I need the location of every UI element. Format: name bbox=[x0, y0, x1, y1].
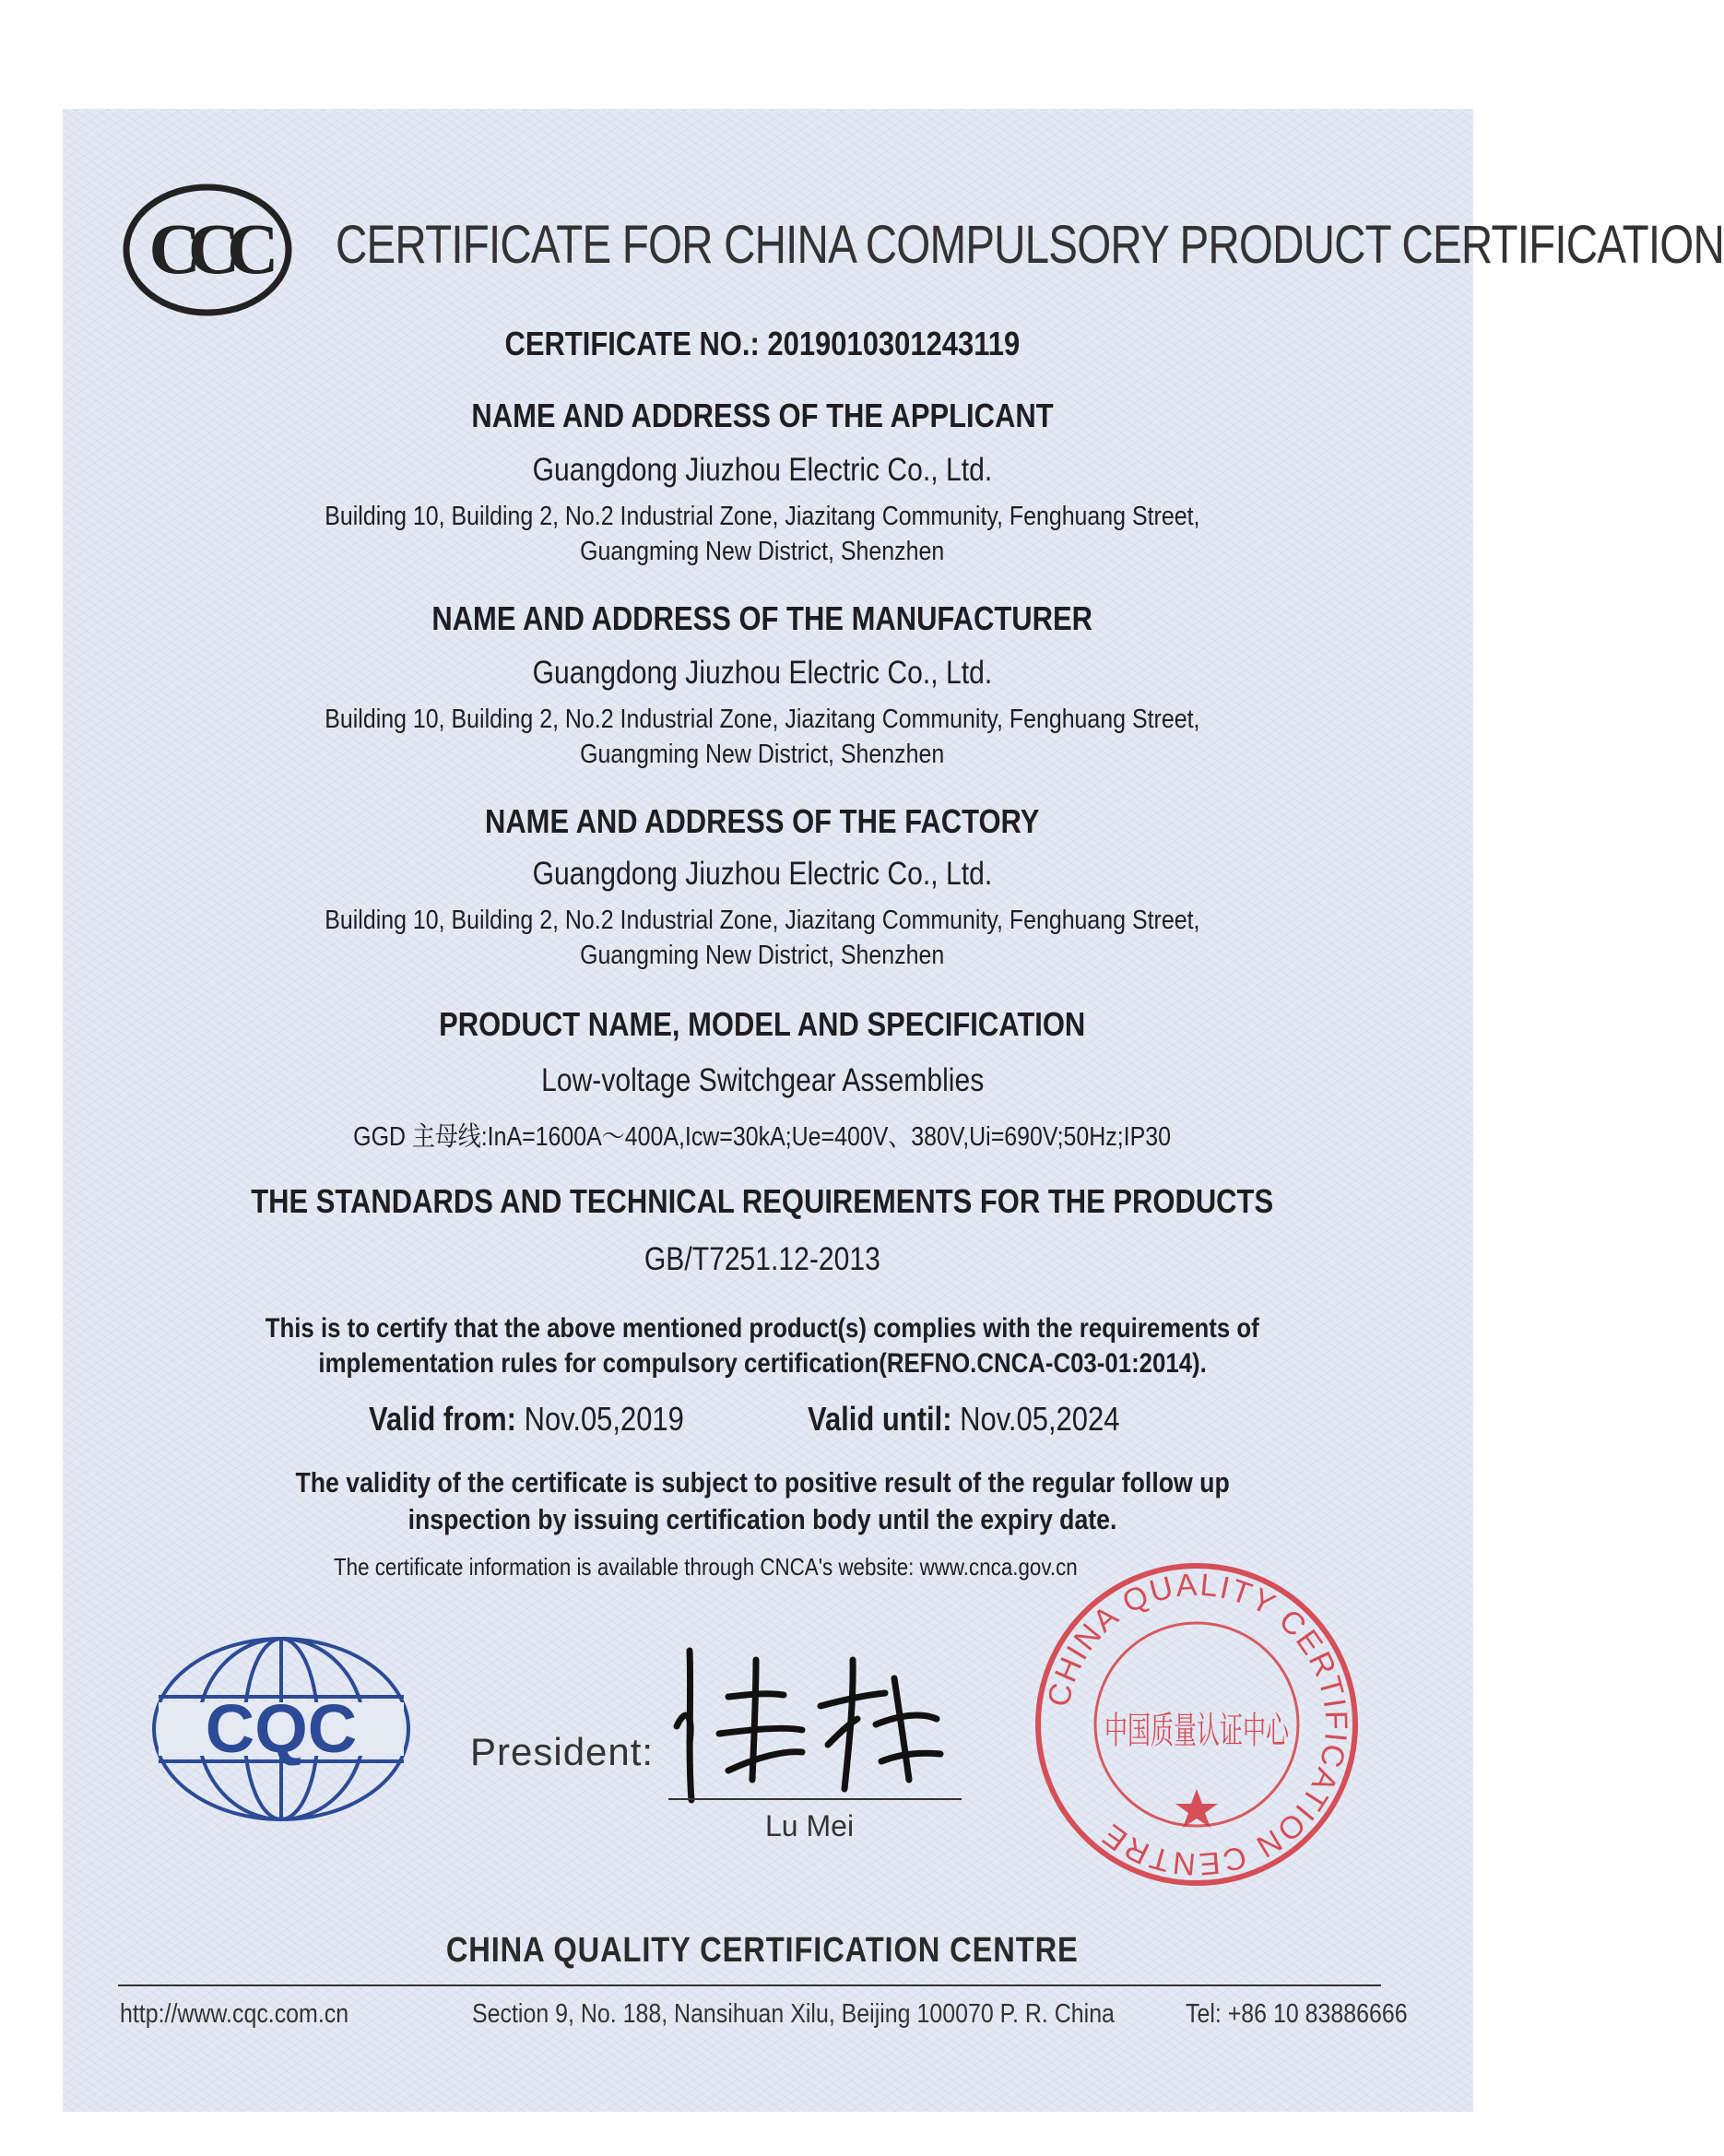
valid-until-value: Nov.05,2024 bbox=[960, 1400, 1120, 1438]
seal-inner-text: 中国质量认证中心 bbox=[1104, 1710, 1291, 1752]
footer-divider bbox=[118, 1984, 1381, 1986]
factory-name: Guangdong Jiuzhou Electric Co., Ltd. bbox=[532, 856, 993, 892]
footer-tel: Tel: +86 10 83886666 bbox=[1186, 1999, 1408, 2029]
validity-note-line2: inspection by issuing certification body until the expiry date. bbox=[407, 1503, 1117, 1535]
certify-text-line2: implementation rules for compulsory certification(REFNO.CNCA-C03-01:2014). bbox=[318, 1348, 1207, 1379]
applicant-address-line2: Guangming New District, Shenzhen bbox=[580, 537, 945, 566]
ccc-logo bbox=[120, 181, 295, 319]
seal-outer-text: CHINA QUALITY CERTIFICATION CENTRE bbox=[1041, 1567, 1354, 1882]
manufacturer-address-line1: Building 10, Building 2, No.2 Industrial Zone, Jiazitang Community, Fenghuang Street, bbox=[325, 705, 1200, 734]
applicant-name: Guangdong Jiuzhou Electric Co., Ltd. bbox=[532, 452, 993, 488]
factory-address-line2: Guangming New District, Shenzhen bbox=[580, 941, 945, 970]
factory-heading: NAME AND ADDRESS OF THE FACTORY bbox=[485, 802, 1040, 840]
cqc-logo bbox=[148, 1632, 415, 1826]
certify-text-line1: This is to certify that the above mentioned product(s) complies with the requirements of bbox=[265, 1313, 1260, 1344]
signature-line bbox=[668, 1798, 962, 1800]
valid-until bbox=[808, 1400, 1171, 1439]
ccc-logo-text: CCC bbox=[148, 208, 266, 289]
valid-from-label: Valid from: bbox=[369, 1400, 516, 1438]
validity-note-line1: The validity of the certificate is subject to positive result of the regular follow up bbox=[295, 1466, 1230, 1499]
valid-from bbox=[369, 1400, 736, 1439]
certificate-number: CERTIFICATE NO.: 2019010301243119 bbox=[504, 325, 1021, 362]
footer-org: CHINA QUALITY CERTIFICATION CENTRE bbox=[446, 1931, 1079, 1970]
president-signature bbox=[664, 1641, 950, 1807]
manufacturer-address-line2: Guangming New District, Shenzhen bbox=[580, 740, 945, 769]
product-spec: GGD 主母线:InA=1600A～400A,Icw=30kA;Ue=400V、380V,Ui=690V;50Hz;IP30 bbox=[353, 1122, 1172, 1152]
factory-address-line1: Building 10, Building 2, No.2 Industrial Zone, Jiazitang Community, Fenghuang Street, bbox=[325, 906, 1200, 935]
product-heading: PRODUCT NAME, MODEL AND SPECIFICATION bbox=[439, 1005, 1086, 1043]
product-name: Low-voltage Switchgear Assemblies bbox=[540, 1062, 985, 1098]
applicant-address-line1: Building 10, Building 2, No.2 Industrial Zone, Jiazitang Community, Fenghuang Street, bbox=[325, 502, 1200, 531]
footer-address: Section 9, No. 188, Nansihuan Xilu, Beijing 100070 P. R. China bbox=[472, 1999, 1115, 2029]
standards-heading: THE STANDARDS AND TECHNICAL REQUIREMENTS FOR THE PRODUCTS bbox=[251, 1182, 1274, 1220]
valid-from-value: Nov.05,2019 bbox=[524, 1400, 684, 1438]
valid-until-label: Valid until: bbox=[808, 1400, 952, 1438]
manufacturer-heading: NAME AND ADDRESS OF THE MANUFACTURER bbox=[431, 599, 1093, 637]
manufacturer-name: Guangdong Jiuzhou Electric Co., Ltd. bbox=[532, 655, 993, 691]
applicant-heading: NAME AND ADDRESS OF THE APPLICANT bbox=[471, 397, 1054, 434]
president-name: Lu Mei bbox=[765, 1809, 855, 1842]
footer-website: http://www.cqc.com.cn bbox=[120, 1999, 349, 2029]
president-label: President: bbox=[470, 1730, 655, 1773]
cqc-seal bbox=[1031, 1558, 1363, 1890]
website-note: The certificate information is available through CNCA's website: www.cnca.gov.cn bbox=[334, 1553, 1078, 1581]
certificate-title: CERTIFICATE FOR CHINA COMPULSORY PRODUCT CERTIFICATION bbox=[336, 215, 1724, 275]
standards-value: GB/T7251.12-2013 bbox=[644, 1241, 881, 1277]
cqc-logo-text: CQC bbox=[205, 1690, 358, 1767]
